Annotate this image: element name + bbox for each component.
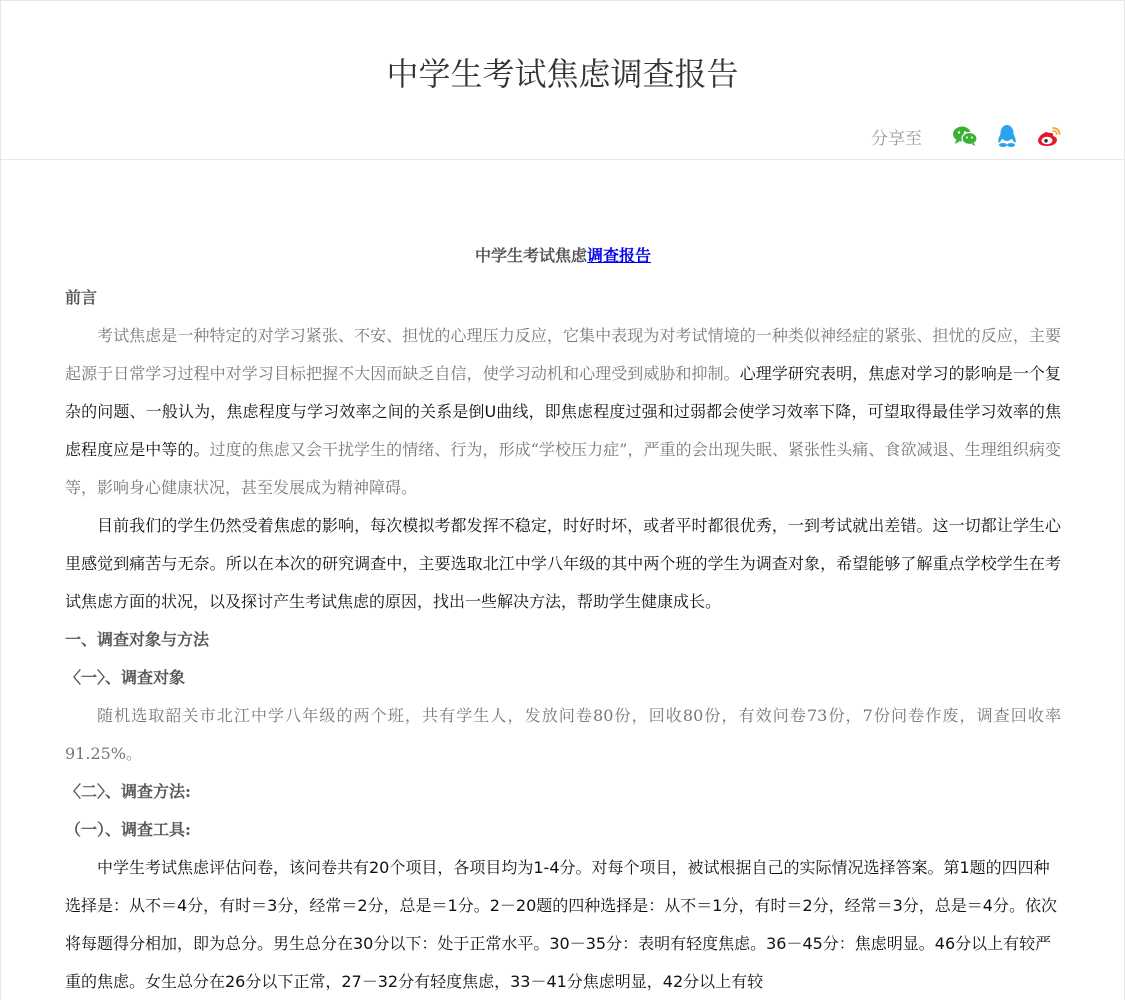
page-title: 中学生考试焦虑调查报告 bbox=[386, 55, 739, 93]
paragraph-tools: 中学生考试焦虑评估问卷，该问卷共有20个项目，各项目均为1-4分。对每个项目，被试根据自己的实际情况选择答案。第1题的四四种选择是：从不＝4分，有时＝3分，经常＝2分，总是＝1分。2－20题的四种选择是：从不＝1分，有时＝2分，经常＝3分，总是＝4分。依次将每题得分相加，即为总分。男生总分在30分以下：处于正常水平。30－35分：表明有轻度焦虑。36－45分：焦虑明显。46分以上有较严重的焦虑。女生总分在26分以下正常，27－32分有轻度焦虑，33－41分焦虑明显，42分以上有较 bbox=[65, 858, 1057, 991]
subsection-subjects-heading: 〈一〉、调查对象 bbox=[65, 668, 186, 687]
paragraph-background: 目前我们的学生仍然受着焦虑的影响，每次模拟考都发挥不稳定，时好时坏，或者平时都很优秀，一到考试就出差错。这一切都让学生心里感觉到痛苦与无奈。所以在本次的研究调查中，主要选取北江中学八年级的其中两个班的学生为调查对象，希望能够了解重点学校学生在考试焦虑方面的状况，以及探讨产生考试焦虑的原因，找出一些解决方法，帮助学生健康成长。 bbox=[65, 516, 1061, 611]
paragraph-preface-part1: 考试焦虑是一种特定的对学习紧张、不安、担忧的心理压力反应，它集中表现为对考试情境的一种类似神经症的紧张、担忧的反应，主要起源于日常学习过程中对学习目标把握不大因而缺乏自信，使学习动机和心理受到威胁和抑制。 bbox=[65, 326, 1061, 383]
article-header bbox=[1, 1, 1124, 160]
preface-heading: 前言 bbox=[65, 288, 98, 307]
wechat-icon[interactable] bbox=[952, 123, 978, 149]
section1-heading: 一、调查对象与方法 bbox=[65, 630, 210, 649]
qq-icon[interactable] bbox=[994, 123, 1020, 149]
subsection-methods-heading: 〈二〉、调查方法: bbox=[65, 782, 191, 801]
paragraph-preface-part3: 过度的焦虑又会干扰学生的情绪、行为，形成“学校压力症”，严重的会出现失眠、紧张性头痛、食欲减退、生理组织病变等，影响身心健康状况，甚至发展成为精神障碍。 bbox=[65, 440, 1061, 497]
share-label: 分享至 bbox=[871, 128, 922, 149]
article-content bbox=[65, 241, 1061, 1000]
document-title-link[interactable]: 调查报告 bbox=[587, 246, 652, 265]
paragraph-subjects: 随机选取韶关市北江中学八年级的两个班，共有学生人，发放问卷80份，回收80份，有效问卷73份，7份问卷作废，调查回收率91.25%。 bbox=[65, 706, 1061, 763]
paragraph-preface-part2: 心理学研究表明，焦虑对学习的影响是一个复杂的问题、一般认为，焦虑程度与学习效率之间的关系是倒U曲线，即焦虑程度过强和过弱都会使学习效率下降，可望取得最佳学习效率的焦虑程度应是中等的。 bbox=[65, 364, 1061, 459]
weibo-icon[interactable] bbox=[1036, 123, 1062, 149]
paragraph-preface bbox=[65, 317, 1061, 507]
document-title bbox=[65, 241, 1061, 271]
subsection-tools-heading: （一）、调查工具: bbox=[65, 820, 191, 839]
document-title-prefix: 中学生考试焦虑 bbox=[474, 246, 587, 265]
share-bar bbox=[871, 121, 1062, 151]
